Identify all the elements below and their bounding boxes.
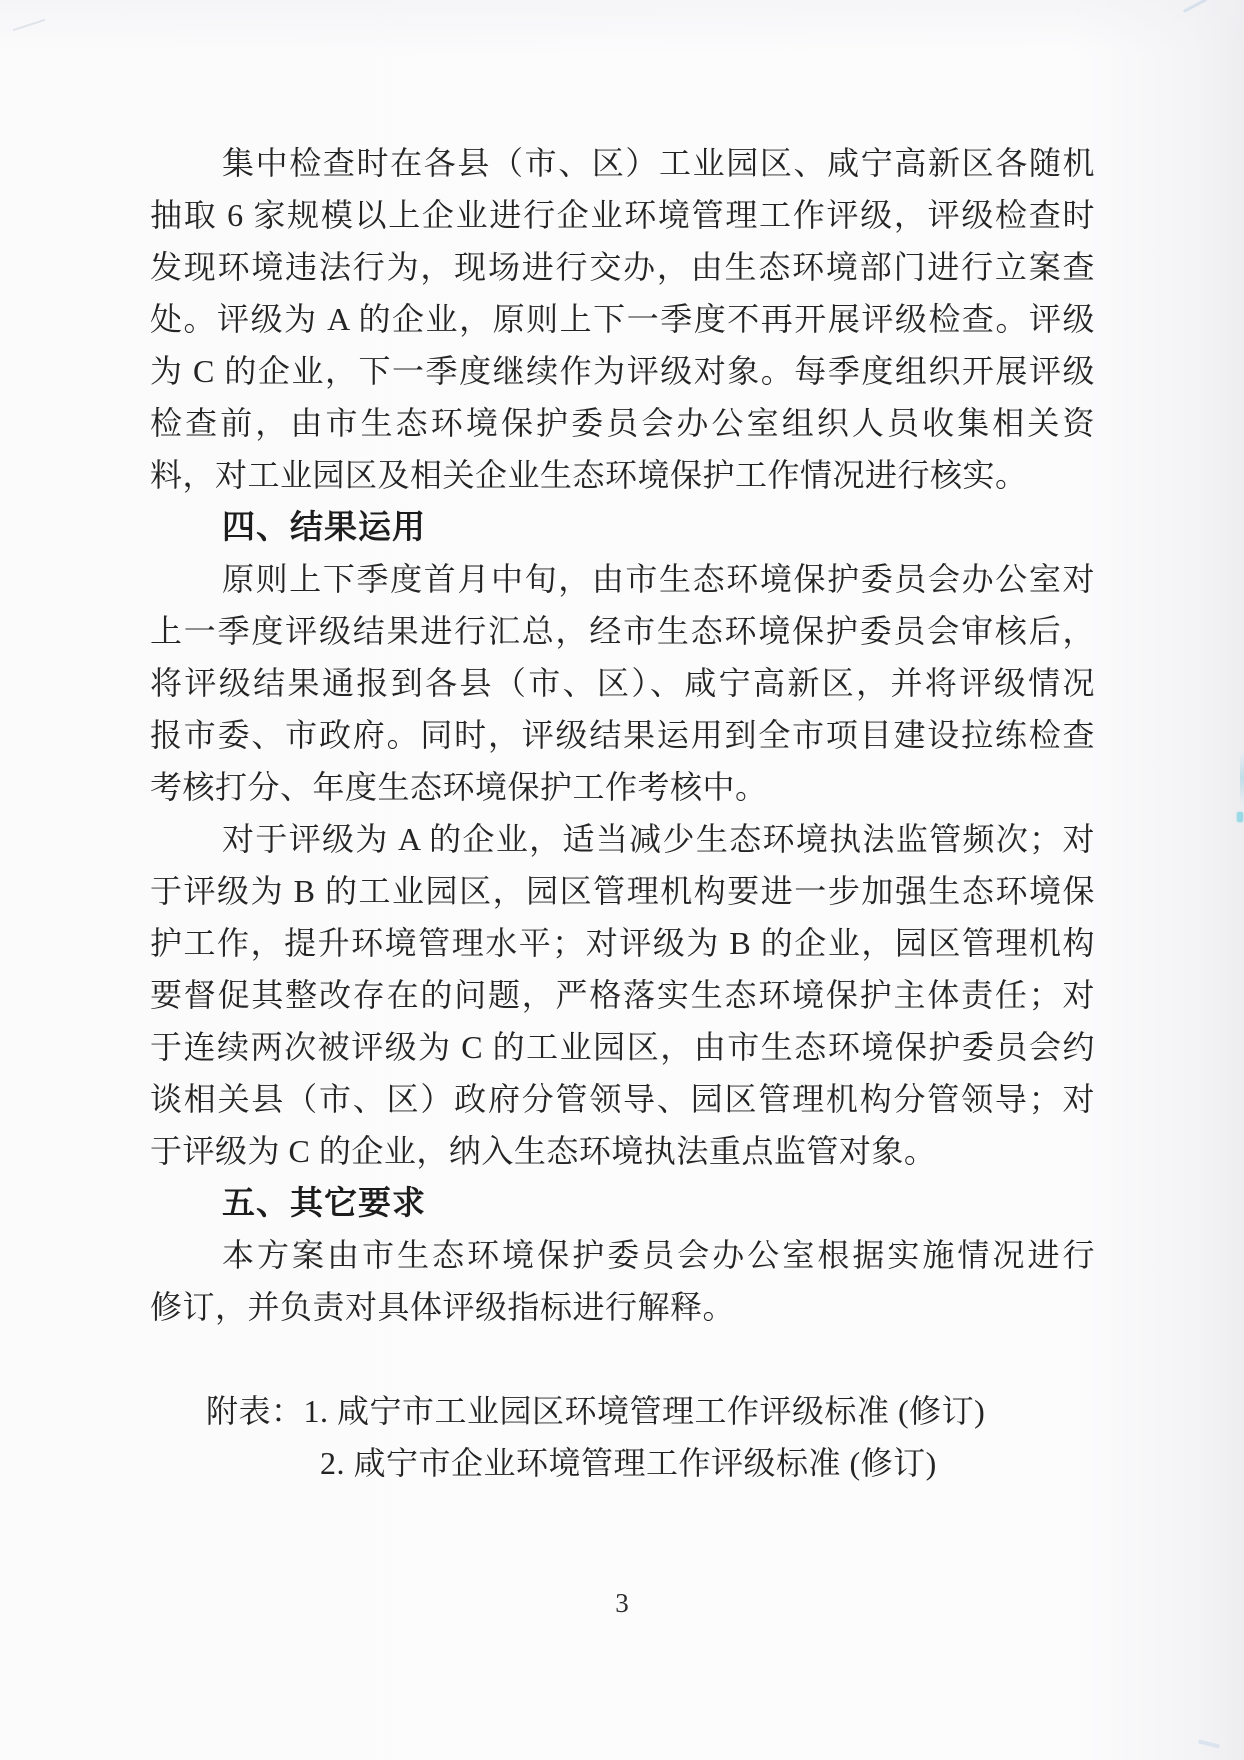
- text-line: 谈相关县（市、区）政府分管领导、园区管理机构分管领导；对: [150, 1081, 1095, 1117]
- paragraph: [150, 1229, 1095, 1333]
- paragraph: [150, 137, 1095, 501]
- page-number: 3: [615, 1588, 629, 1618]
- scan-artifact-top-left: [13, 19, 46, 31]
- section-heading: [150, 1177, 1095, 1229]
- text-line: 对于评级为 A 的企业，适当减少生态环境执法监管频次；对: [222, 821, 1095, 857]
- section-heading: [150, 501, 1095, 553]
- text-line: 修订，并负责对具体评级指标进行解释。: [150, 1289, 736, 1325]
- text-line: 原则上下季度首月中旬，由市生态环境保护委员会办公室对: [222, 561, 1095, 597]
- text-line: 料，对工业园区及相关企业生态环境保护工作情况进行核实。: [150, 457, 1028, 493]
- text-line: 上一季度评级结果进行汇总，经市生态环境保护委员会审核后，: [150, 613, 1095, 649]
- attachment-item: 附表：1. 咸宁市工业园区环境管理工作评级标准 (修订): [206, 1393, 986, 1429]
- text-line: 本方案由市生态环境保护委员会办公室根据实施情况进行: [222, 1237, 1095, 1273]
- text-line: 于评级为 C 的企业，纳入生态环境执法重点监管对象。: [150, 1133, 937, 1169]
- text-line: 发现环境违法行为，现场进行交办，由生态环境部门进行立案查: [150, 249, 1095, 285]
- scan-artifact-cyan-dot: [1237, 812, 1243, 822]
- scan-artifact-bottom-right: [1198, 1739, 1220, 1748]
- text-line: 集中检查时在各县（市、区）工业园区、咸宁高新区各随机: [222, 145, 1095, 181]
- paragraph: [150, 553, 1095, 813]
- text-line: 将评级结果通报到各县（市、区）、咸宁高新区，并将评级情况: [150, 665, 1095, 701]
- text-line: 要督促其整改存在的问题，严格落实生态环境保护主体责任；对: [150, 977, 1095, 1013]
- attachment-list: [150, 1385, 1095, 1489]
- text-line: 于连续两次被评级为 C 的工业园区，由市生态环境保护委员会约: [150, 1029, 1095, 1065]
- text-line: 处。评级为 A 的企业，原则上下一季度不再开展评级检查。评级: [150, 301, 1095, 337]
- scan-artifact-right-streak: [1240, 752, 1244, 804]
- text-line: 抽取 6 家规模以上企业进行企业环境管理工作评级，评级检查时: [150, 197, 1095, 233]
- text-line: 检查前，由市生态环境保护委员会办公室组织人员收集相关资: [150, 405, 1095, 441]
- text-line: 考核打分、年度生态环境保护工作考核中。: [150, 769, 768, 805]
- paragraph: [150, 813, 1095, 1177]
- text-line: 四、结果运用: [222, 507, 426, 546]
- scan-artifact-top-right: [1183, 0, 1207, 13]
- document-body: [150, 137, 1095, 1489]
- text-line: 五、其它要求: [222, 1183, 426, 1222]
- text-line: 报市委、市政府。同时，评级结果运用到全市项目建设拉练检查: [150, 717, 1095, 753]
- text-line: 于评级为 B 的工业园区，园区管理机构要进一步加强生态环境保: [150, 873, 1095, 909]
- text-line: 为 C 的企业，下一季度继续作为评级对象。每季度组织开展评级: [150, 353, 1095, 389]
- text-line: 护工作，提升环境管理水平；对评级为 B 的企业，园区管理机构: [150, 925, 1095, 961]
- attachment-item: 2. 咸宁市企业环境管理工作评级标准 (修订): [320, 1445, 937, 1481]
